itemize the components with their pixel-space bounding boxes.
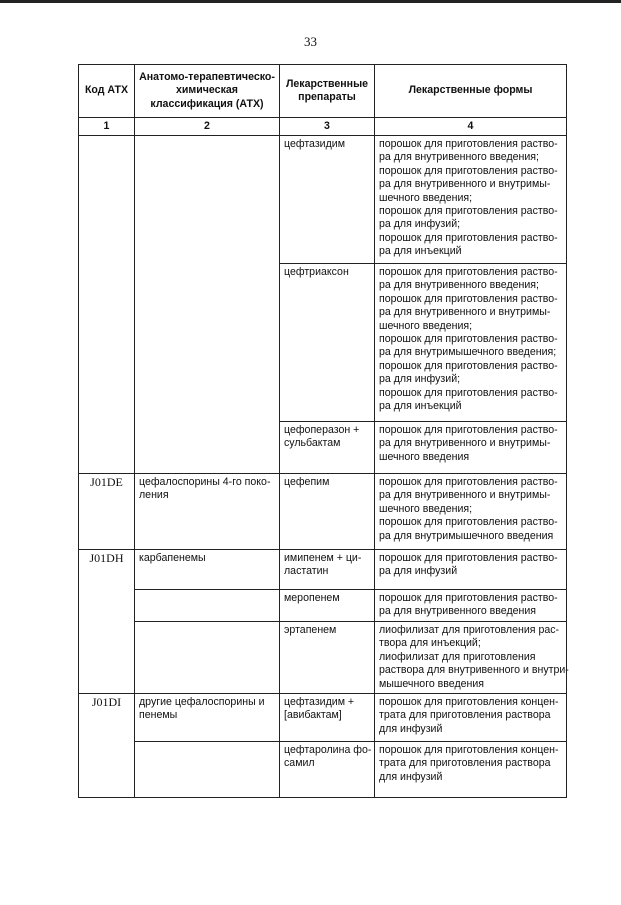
cell-line: ра для внутривенного введения; [379, 279, 539, 292]
cell-line: [авибактам] [284, 709, 342, 722]
cell-line: порошок для приготовления раство- [379, 516, 558, 529]
cell-line: порошок для приготовления концен- [379, 696, 559, 709]
cell-line: раствора для внутривенного и внутри- [379, 664, 569, 677]
cell-line: цефоперазон + [284, 424, 360, 436]
cell-line: меропенем [284, 592, 340, 604]
cell-line: ра для внутривенного и внутримы- [379, 489, 551, 502]
classification-cell [135, 474, 280, 550]
cell-line: сульбактам [284, 437, 341, 450]
cell-line: ра для внутривенного и внутримы- [379, 178, 551, 191]
dosage-form-cell [375, 550, 567, 590]
classification-cell [135, 694, 280, 742]
cell-line: ра для внутривенного введения; [379, 151, 539, 164]
dosage-form-cell [375, 474, 567, 550]
cell-line: эртапенем [284, 624, 337, 636]
classification-cell [135, 550, 280, 590]
table-row [79, 550, 567, 590]
column-number-row [79, 118, 567, 136]
atx-code-cell: J01DH [79, 550, 135, 694]
cell-line: цефепим [284, 476, 330, 488]
dosage-form-cell [375, 136, 567, 264]
cell-line: порошок для приготовления раство- [379, 292, 558, 305]
cell-line: ра для инъекций [379, 245, 462, 258]
cell-line: цефтазидим + [284, 696, 355, 709]
dosage-form-cell [375, 742, 567, 798]
cell-line: порошок для приготовления раство- [379, 386, 558, 399]
cell-line: ра для внутривенного и внутримы- [379, 306, 551, 319]
cell-line: ра для инфузий [379, 565, 458, 578]
cell-line: имипенем + ци- [284, 552, 362, 564]
cell-line: порошок для приготовления раство- [379, 424, 558, 436]
cell-line: карбапенемы [139, 552, 206, 564]
cell-line: порошок для приготовления раство- [379, 266, 558, 278]
cell-line: цефтаролина фо- [284, 744, 372, 757]
column-number: 4 [375, 118, 567, 136]
cell-line: другие цефалоспорины и [139, 696, 265, 709]
cell-line: трата для приготовления раствора [379, 757, 551, 770]
drug-cell [280, 694, 375, 742]
dosage-form-cell [375, 694, 567, 742]
cell-line: порошок для приготовления раство- [379, 138, 558, 150]
dosage-form-cell [375, 264, 567, 422]
cell-line: порошок для приготовления раство- [379, 164, 558, 177]
cell-line: цефтриаксон [284, 266, 349, 278]
cell-line: порошок для приготовления раство- [379, 205, 558, 218]
header-drugs: Лекарственные препараты [280, 65, 375, 118]
cell-line: ления [139, 489, 169, 502]
atx-code-cell [79, 136, 135, 474]
column-number: 3 [280, 118, 375, 136]
drug-cell [280, 550, 375, 590]
drug-cell [280, 622, 375, 694]
page-top-rule [0, 0, 621, 3]
drug-cell [280, 422, 375, 474]
column-number: 1 [79, 118, 135, 136]
drug-cell [280, 474, 375, 550]
header-code: Код АТХ [79, 65, 135, 118]
dosage-form-cell [375, 422, 567, 474]
header-row [79, 65, 567, 118]
header-classification: Анатомо-терапевтическо-химическая классификация (АТХ) [135, 65, 280, 118]
cell-line: ра для инфузий; [379, 373, 461, 386]
cell-line: порошок для приготовления раство- [379, 476, 558, 488]
cell-line: порошок для приготовления раство- [379, 231, 558, 244]
cell-line: ра для инъекций [379, 400, 462, 413]
cell-line: цефтазидим [284, 138, 345, 150]
cell-line: ра для внутривенного введения [379, 605, 537, 618]
table-row [79, 694, 567, 742]
column-number: 2 [135, 118, 280, 136]
drug-cell [280, 742, 375, 798]
cell-line: порошок для приготовления раство- [379, 552, 558, 564]
cell-line: для инфузий [379, 722, 443, 735]
cell-line: ра для внутримышечного введения; [379, 346, 557, 359]
cell-line: шечного введения; [379, 319, 473, 332]
classification-cell [135, 136, 280, 474]
table-row [79, 136, 567, 264]
atx-table [78, 64, 567, 798]
classification-cell [135, 742, 280, 798]
dosage-form-cell [375, 622, 567, 694]
cell-line: порошок для приготовления раство- [379, 333, 558, 346]
cell-line: ра для внутримышечного введения [379, 529, 554, 542]
page-number: 33 [304, 34, 317, 49]
cell-line: ластатин [284, 565, 329, 578]
atx-code-cell: J01DI [79, 694, 135, 798]
cell-line: ра для инфузий; [379, 218, 461, 231]
drug-cell [280, 264, 375, 422]
cell-line: цефалоспорины 4-го поко- [139, 476, 271, 488]
cell-line: шечного введения; [379, 191, 473, 204]
table-row [79, 474, 567, 550]
cell-line: лиофилизат для приготовления [379, 650, 536, 663]
cell-line: мышечного введения [379, 677, 485, 690]
cell-line: шечного введения; [379, 502, 473, 515]
dosage-form-cell [375, 590, 567, 622]
cell-line: лиофилизат для приготовления рас- [379, 624, 560, 636]
cell-line: порошок для приготовления концен- [379, 744, 559, 757]
drug-cell [280, 590, 375, 622]
cell-line: шечного введения [379, 450, 470, 463]
cell-line: пенемы [139, 709, 178, 722]
table-row [79, 622, 567, 694]
classification-cell [135, 590, 280, 622]
cell-line: для инфузий [379, 770, 443, 783]
cell-line: твора для инъекций; [379, 637, 481, 650]
table-row [79, 742, 567, 798]
cell-line: порошок для приготовления раство- [379, 359, 558, 372]
table-row [79, 590, 567, 622]
drug-cell [280, 136, 375, 264]
classification-cell [135, 622, 280, 694]
atx-code-cell: J01DE [79, 474, 135, 550]
cell-line: самил [284, 757, 315, 770]
header-forms: Лекарственные формы [375, 65, 567, 118]
cell-line: трата для приготовления раствора [379, 709, 551, 722]
cell-line: порошок для приготовления раство- [379, 592, 558, 604]
cell-line: ра для внутривенного и внутримы- [379, 437, 551, 450]
